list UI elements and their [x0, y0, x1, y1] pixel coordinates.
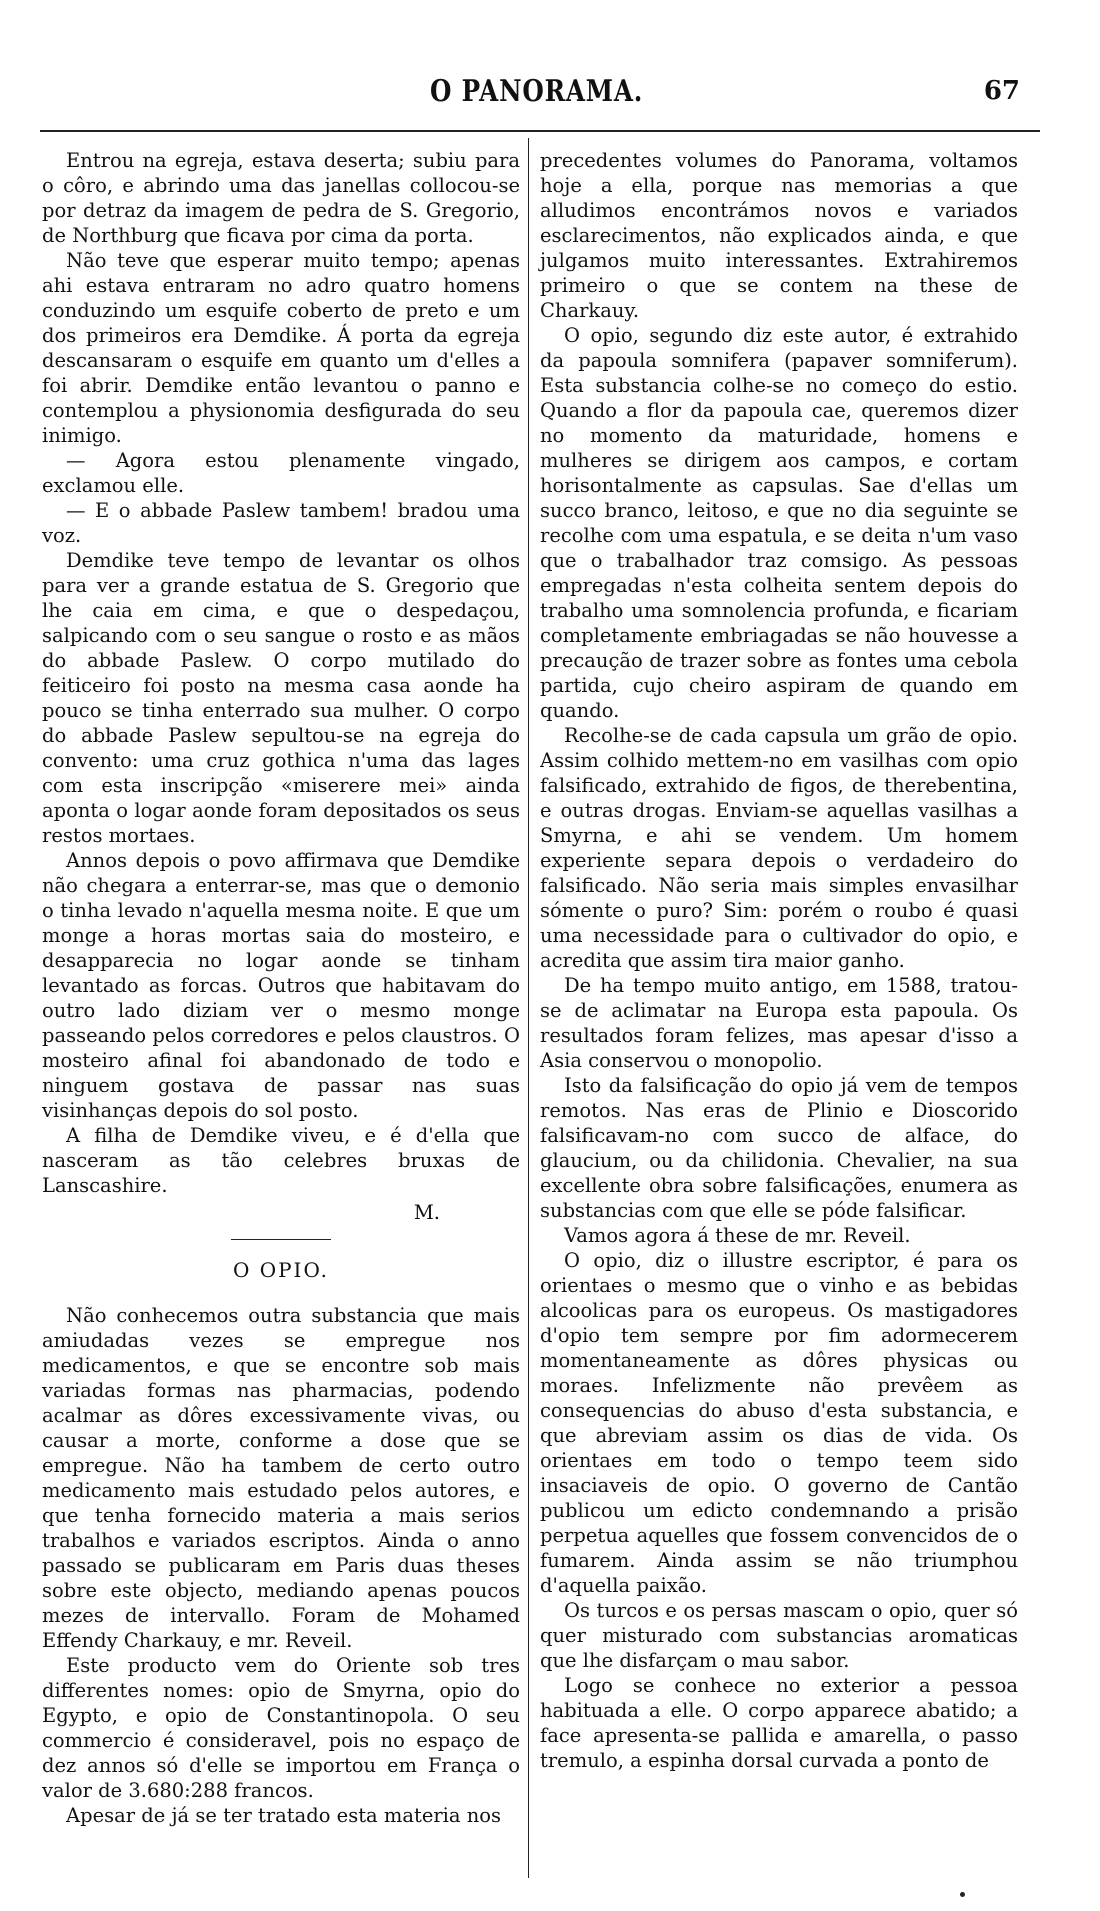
section-title: O OPIO.: [232, 1258, 330, 1282]
paragraph: — E o abbade Paslew tambem! bradou uma voz.: [42, 499, 520, 547]
paragraph: Os turcos e os persas mascam o opio, quer só quer misturado com substancias aromaticas que lhe disfarçam o mau sabor.: [540, 1599, 1018, 1672]
page-header: [0, 74, 1100, 114]
paragraph: Não teve que esperar muito tempo; apenas ahi estava entraram no adro quatro homens conduzindo um esquife coberto de preto e um dos primeiros era Demdike. Á porta da egreja descansaram o esquife em quanto um d'elles a foi abrir. Demdike então levantou o panno e contemplou a physionomia desfigurada do seu inimigo.: [42, 249, 520, 447]
footer-mark: [960, 1892, 965, 1897]
section-separator: [231, 1239, 331, 1240]
paragraph: Este producto vem do Oriente sob tres differentes nomes: opio de Smyrna, opio do Egypto, e opio de Constantinopola. O seu commercio é consideravel, pois no espaço de dez annos só d'elle se importou em França o valor de 3.680:288 francos.: [42, 1654, 520, 1802]
paragraph: precedentes volumes do Panorama, voltamos hoje a ella, porque nas memorias a que alludimos encontrámos novos e variados esclarecimentos, não explicados ainda, e que julgamos muito interessantes. Extrahiremos primeiro o que se contem na these de Charkauy.: [540, 149, 1018, 322]
paragraph: — Agora estou plenamente vingado, exclamou elle.: [42, 449, 520, 497]
paragraph: Apesar de já se ter tratado esta materia nos: [66, 1804, 502, 1827]
paragraph: Não conhecemos outra substancia que mais amiudadas vezes se empregue nos medicamentos, e que se encontre sob mais variadas formas nas pharmacias, podendo acalmar as dôres excessivamente vivas, ou causar a morte, conforme a dose que se empregue. Não ha tambem de certo outro medicamento mais estudado pelos autores, e que tenha fornecido materia a mais serios trabalhos e variados escriptos. Ainda o anno passado se publicaram em Paris duas theses sobre este objecto, mediando apenas poucos mezes de intervallo. Foram de Mohamed Effendy Charkauy, e mr. Reveil.: [42, 1304, 520, 1652]
paragraph: Vamos agora á these de mr. Reveil.: [564, 1224, 911, 1247]
paragraph: O opio, segundo diz este autor, é extrahido da papoula somnifera (papaver somniferum). Esta substancia colhe-se no começo do estio. Quando a flor da papoula cae, queremos dizer no momento da maturidade, homens e mulheres se dirigem aos campos, e cortam horisontalmente as capsulas. Sae d'ellas um succo branco, leitoso, e que no dia seguinte se recolhe com uma espatula, e se deita n'um vaso que o trabalhador traz comsigo. As pessoas empregadas n'esta colheita sentem depois do trabalho uma somnolencia profunda, e ficariam completamente embriagadas se não houvesse a precaução de trazer sobre as fontes uma cebola partida, cujo cheiro aspiram de quando em quando.: [540, 324, 1018, 722]
journal-title: O PANORAMA.: [430, 74, 644, 109]
paragraph: Demdike teve tempo de levantar os olhos para ver a grande estatua de S. Gregorio que lhe caia em cima, e que o despedaçou, salpicando com o seu sangue o rosto e as mãos do abbade Paslew. O corpo mutilado do feiticeiro foi posto na mesma casa aonde ha pouco se tinha enterrado sua mulher. O corpo do abbade Paslew sepultou-se na egreja do convento: uma cruz gothica n'uma das lages com esta inscripção «miserere mei» ainda aponta o logar aonde foram depositados os seus restos mortaes.: [42, 549, 520, 847]
left-column: [42, 148, 520, 1828]
column-divider: [528, 138, 529, 1878]
author-signature: M.: [413, 1201, 440, 1224]
paragraph: Entrou na egreja, estava deserta; subiu para o côro, e abrindo uma das janellas collocou-se por detraz da imagem de pedra de S. Gregorio, de Northburg que ficava por cima da porta.: [42, 149, 520, 247]
right-column: [540, 148, 1018, 1773]
paragraph: Logo se conhece no exterior a pessoa habituada a elle. O corpo apparece abatido; a face apresenta-se pallida e amarella, o passo tremulo, a espinha dorsal curvada a ponto de: [540, 1674, 1018, 1772]
paragraph: De ha tempo muito antigo, em 1588, tratou-se de aclimatar na Europa esta papoula. Os resultados foram felizes, mas apesar d'isso a Asia conservou o monopolio.: [540, 974, 1018, 1072]
paragraph: Annos depois o povo affirmava que Demdike não chegara a enterrar-se, mas que o demonio o tinha levado n'aquella mesma noite. E que um monge a horas mortas saia do mosteiro, e desapparecia no logar aonde se tinham levantado as forcas. Outros que habitavam do outro lado diziam ver o mesmo monge passeando pelos corredores e pelos claustros. O mosteiro afinal foi abandonado de todo e ninguem gostava de passar nas suas visinhanças depois do sol posto.: [42, 849, 520, 1122]
paragraph: O opio, diz o illustre escriptor, é para os orientaes o mesmo que o vinho e as bebidas alcoolicas para os europeus. Os mastigadores d'opio tem sempre por fim adormecerem momentaneamente as dôres physicas ou moraes. Infelizmente não prevêem as consequencias do abuso d'esta substancia, e que abreviam assim os dias de vida. Os orientaes em todo o tempo teem sido insaciaveis de opio. O governo de Cantão publicou um edicto condemnando a prisão perpetua aquelles que fossem convencidos de o fumarem. Ainda assim se não triumphou d'aquella paixão.: [540, 1249, 1018, 1597]
paragraph: Recolhe-se de cada capsula um grão de opio. Assim colhido mettem-no em vasilhas com opio falsificado, extrahido de figos, de therebentina, e outras drogas. Enviam-se aquellas vasilhas a Smyrna, e ahi se vendem. Um homem experiente separa depois o verdadeiro do falsificado. Não seria mais simples envasilhar sómente o puro? Sim: porém o roubo é quasi uma necessidade para o cultivador do opio, e acredita que assim tira maior ganho.: [540, 724, 1018, 972]
paragraph: A filha de Demdike viveu, e é d'ella que nasceram as tão celebres bruxas de Lanscashire.: [42, 1124, 520, 1197]
paragraph: Isto da falsificação do opio já vem de tempos remotos. Nas eras de Plinio e Dioscorido falsificavam-no com succo de alface, do glaucium, ou da chilidonia. Chevalier, na sua excellente obra sobre falsificações, enumera as substancias com que elle se póde falsificar.: [540, 1074, 1018, 1222]
header-rule: [40, 130, 1040, 132]
page-number: 67: [983, 76, 1020, 106]
